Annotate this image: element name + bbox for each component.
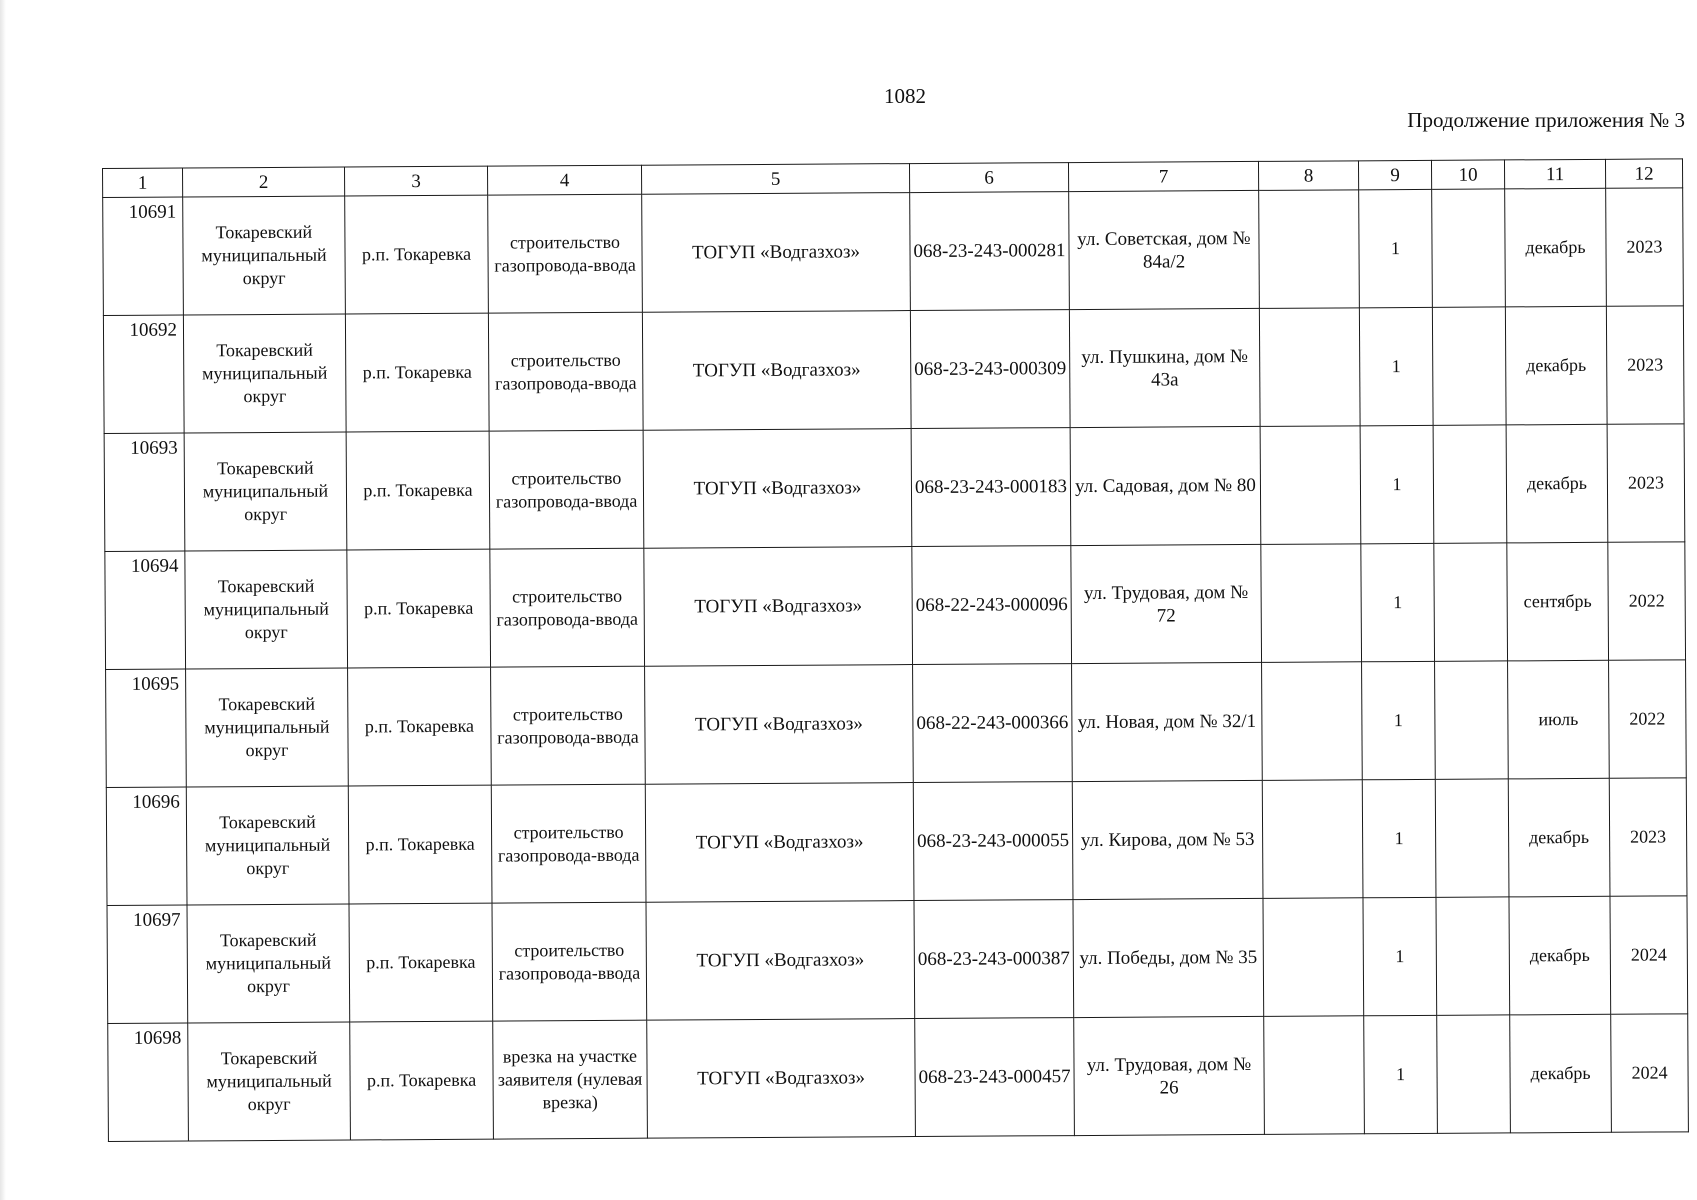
column-10-cell [1437, 1015, 1511, 1133]
address-cell: ул. Пушкина, дом № 43а [1069, 308, 1260, 427]
quantity-cell: 1 [1359, 307, 1433, 425]
scan-edge-shadow [0, 0, 6, 1200]
work-type-cell: строительство газопровода-ввода [488, 194, 643, 313]
year-cell: 2023 [1607, 424, 1685, 542]
row-number-cell: 10698 [108, 1023, 189, 1141]
table-row [107, 896, 1688, 1024]
address-cell: ул. Трудовая, дом № 26 [1074, 1016, 1265, 1135]
year-cell: 2022 [1609, 660, 1687, 778]
district-cell: Токаревский муниципальный округ [188, 1022, 351, 1141]
row-number-cell: 10696 [106, 787, 187, 905]
district-cell: Токаревский муниципальный округ [187, 904, 350, 1023]
work-type-cell: строительство газопровода-ввода [490, 548, 645, 667]
record-code-cell: 068-23-243-000281 [910, 192, 1070, 311]
organization-cell: ТОГУП «Водгазхоз» [642, 193, 911, 313]
column-10-cell [1434, 543, 1508, 661]
table-row [103, 306, 1684, 434]
record-code-cell: 068-23-243-000183 [911, 428, 1071, 547]
year-cell: 2023 [1606, 306, 1684, 424]
district-cell: Токаревский муниципальный округ [184, 432, 347, 551]
row-number-cell: 10694 [105, 551, 186, 669]
settlement-cell: р.п. Токаревка [350, 1021, 494, 1140]
organization-cell: ТОГУП «Водгазхоз» [647, 1019, 916, 1139]
column-header: 4 [487, 165, 641, 195]
organization-cell: ТОГУП «Водгазхоз» [645, 783, 914, 903]
settlement-cell: р.п. Токаревка [346, 431, 490, 550]
settlement-cell: р.п. Токаревка [348, 785, 492, 904]
row-number-cell: 10692 [103, 315, 184, 433]
work-type-cell: строительство газопровода-ввода [491, 666, 646, 785]
row-number-cell: 10693 [104, 433, 185, 551]
work-type-cell: врезка на участке заявителя (нулевая врезка) [493, 1020, 648, 1139]
address-cell: ул. Победы, дом № 35 [1073, 898, 1264, 1017]
quantity-cell: 1 [1364, 1015, 1438, 1133]
organization-cell: ТОГУП «Водгазхоз» [642, 311, 911, 431]
settlement-cell: р.п. Токаревка [349, 903, 493, 1022]
column-header: 1 [103, 168, 183, 197]
table-row [105, 542, 1686, 670]
row-number-cell: 10691 [103, 197, 184, 315]
organization-cell: ТОГУП «Водгазхоз» [643, 429, 912, 549]
organization-cell: ТОГУП «Водгазхоз» [645, 665, 914, 785]
year-cell: 2024 [1611, 1014, 1689, 1132]
record-code-cell: 068-23-243-000387 [914, 900, 1074, 1019]
table-row [106, 778, 1687, 906]
column-header: 12 [1605, 159, 1682, 188]
record-code-cell: 068-23-243-000309 [910, 310, 1070, 429]
record-code-cell: 068-23-243-000457 [915, 1018, 1075, 1137]
table-row [103, 188, 1684, 316]
record-code-cell: 068-23-243-000055 [913, 782, 1073, 901]
column-8-cell [1261, 544, 1362, 663]
row-number-cell: 10695 [106, 669, 187, 787]
district-cell: Токаревский муниципальный округ [183, 314, 346, 433]
work-type-cell: строительство газопровода-ввода [491, 784, 646, 903]
district-cell: Токаревский муниципальный округ [186, 668, 349, 787]
table-row [104, 424, 1685, 552]
month-cell: декабрь [1509, 896, 1611, 1015]
quantity-cell: 1 [1360, 425, 1434, 543]
address-cell: ул. Садовая, дом № 80 [1070, 426, 1261, 545]
quantity-cell: 1 [1361, 543, 1435, 661]
month-cell: декабрь [1505, 188, 1607, 307]
column-10-cell [1435, 661, 1509, 779]
address-cell: ул. Трудовая, дом № 72 [1071, 544, 1262, 663]
column-8-cell [1262, 662, 1363, 781]
column-header: 5 [641, 164, 909, 195]
record-code-cell: 068-22-243-000096 [912, 546, 1072, 665]
column-header: 9 [1358, 160, 1431, 189]
column-10-cell [1436, 897, 1510, 1015]
quantity-cell: 1 [1362, 779, 1436, 897]
appendix-table [102, 158, 1689, 1142]
column-header: 2 [183, 167, 345, 197]
settlement-cell: р.п. Токаревка [347, 549, 491, 668]
settlement-cell: р.п. Токаревка [345, 313, 489, 432]
column-8-cell [1260, 426, 1361, 545]
page-number: 1082 [884, 84, 926, 108]
table-row [106, 660, 1687, 788]
address-cell: ул. Советская, дом № 84а/2 [1069, 190, 1260, 309]
column-8-cell [1259, 190, 1360, 309]
column-header: 11 [1504, 159, 1605, 189]
work-type-cell: строительство газопровода-ввода [489, 430, 644, 549]
column-header: 8 [1258, 161, 1358, 191]
column-header: 10 [1431, 160, 1504, 189]
year-cell: 2022 [1608, 542, 1686, 660]
month-cell: декабрь [1505, 306, 1607, 425]
column-8-cell [1264, 1016, 1365, 1135]
column-8-cell [1262, 780, 1363, 899]
month-cell: декабрь [1508, 778, 1610, 897]
month-cell: июль [1508, 660, 1610, 779]
address-cell: ул. Кирова, дом № 53 [1072, 780, 1263, 899]
quantity-cell: 1 [1363, 897, 1437, 1015]
record-code-cell: 068-22-243-000366 [913, 664, 1073, 783]
column-header: 3 [344, 166, 487, 196]
column-10-cell [1432, 189, 1506, 307]
column-8-cell [1259, 308, 1360, 427]
month-cell: сентябрь [1507, 542, 1609, 661]
row-number-cell: 10697 [107, 905, 188, 1023]
quantity-cell: 1 [1359, 189, 1433, 307]
work-type-cell: строительство газопровода-ввода [492, 902, 647, 1021]
table-row [108, 1014, 1689, 1142]
month-cell: декабрь [1506, 424, 1608, 543]
table-body [103, 188, 1689, 1142]
column-8-cell [1263, 898, 1364, 1017]
column-10-cell [1435, 779, 1509, 897]
year-cell: 2023 [1609, 778, 1687, 896]
settlement-cell: р.п. Токаревка [345, 195, 489, 314]
district-cell: Токаревский муниципальный округ [186, 786, 349, 905]
month-cell: декабрь [1510, 1014, 1612, 1133]
settlement-cell: р.п. Токаревка [348, 667, 492, 786]
district-cell: Токаревский муниципальный округ [185, 550, 348, 669]
organization-cell: ТОГУП «Водгазхоз» [644, 547, 913, 667]
column-10-cell [1433, 425, 1507, 543]
address-cell: ул. Новая, дом № 32/1 [1072, 662, 1263, 781]
column-10-cell [1432, 307, 1506, 425]
year-cell: 2023 [1606, 188, 1684, 306]
district-cell: Токаревский муниципальный округ [183, 196, 346, 315]
work-type-cell: строительство газопровода-ввода [488, 312, 643, 431]
organization-cell: ТОГУП «Водгазхоз» [646, 901, 915, 1021]
quantity-cell: 1 [1362, 661, 1436, 779]
column-header: 7 [1068, 161, 1258, 191]
column-header: 6 [909, 163, 1068, 193]
appendix-continuation-note: Продолжение приложения № 3 [1407, 108, 1685, 132]
year-cell: 2024 [1610, 896, 1688, 1014]
